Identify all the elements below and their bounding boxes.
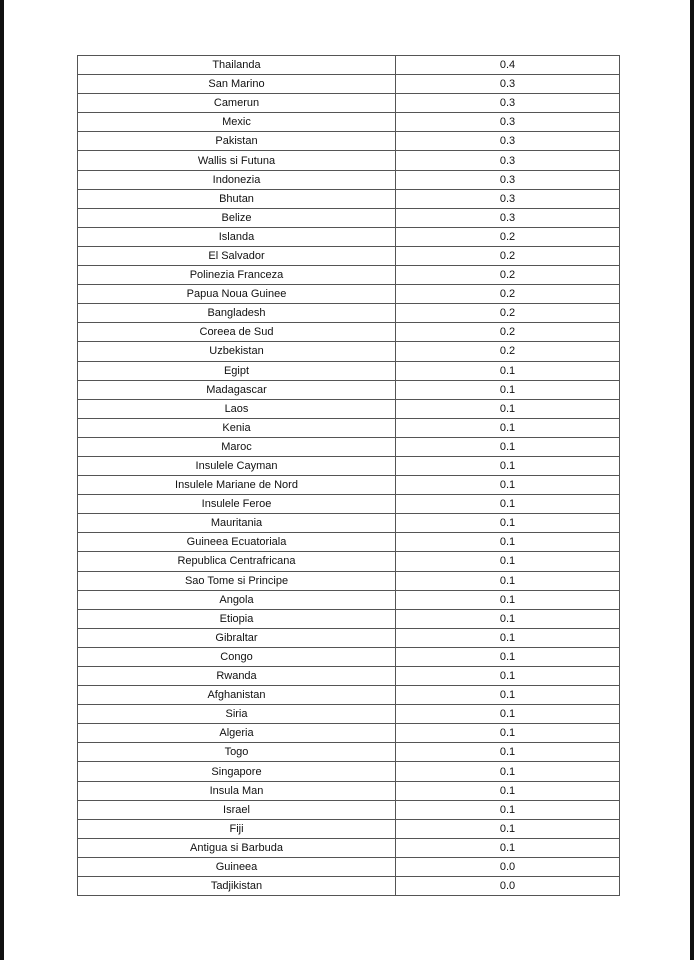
value-cell: 0.1 bbox=[396, 838, 620, 857]
table-row bbox=[78, 514, 620, 533]
table-row bbox=[78, 476, 620, 495]
country-cell: Angola bbox=[78, 590, 396, 609]
value-cell: 0.1 bbox=[396, 609, 620, 628]
country-cell: Rwanda bbox=[78, 667, 396, 686]
table-row bbox=[78, 838, 620, 857]
table-row bbox=[78, 94, 620, 113]
value-cell: 0.1 bbox=[396, 800, 620, 819]
country-cell: Polinezia Franceza bbox=[78, 266, 396, 285]
country-cell: Bhutan bbox=[78, 189, 396, 208]
value-cell: 0.2 bbox=[396, 304, 620, 323]
value-cell: 0.4 bbox=[396, 56, 620, 75]
table-row bbox=[78, 495, 620, 514]
value-cell: 0.1 bbox=[396, 781, 620, 800]
table-row bbox=[78, 361, 620, 380]
table-row bbox=[78, 857, 620, 876]
country-cell: Siria bbox=[78, 705, 396, 724]
value-cell: 0.1 bbox=[396, 762, 620, 781]
value-cell: 0.0 bbox=[396, 857, 620, 876]
country-cell: Mexic bbox=[78, 113, 396, 132]
table-row bbox=[78, 285, 620, 304]
value-cell: 0.3 bbox=[396, 208, 620, 227]
country-cell: Thailanda bbox=[78, 56, 396, 75]
country-cell: Republica Centrafricana bbox=[78, 552, 396, 571]
value-cell: 0.1 bbox=[396, 724, 620, 743]
value-cell: 0.3 bbox=[396, 75, 620, 94]
table-row bbox=[78, 323, 620, 342]
value-cell: 0.3 bbox=[396, 94, 620, 113]
table-row bbox=[78, 571, 620, 590]
country-cell: Guineea bbox=[78, 857, 396, 876]
table-row bbox=[78, 189, 620, 208]
value-cell: 0.1 bbox=[396, 380, 620, 399]
table-row bbox=[78, 75, 620, 94]
value-cell: 0.1 bbox=[396, 361, 620, 380]
table-row bbox=[78, 342, 620, 361]
table-row bbox=[78, 724, 620, 743]
country-values-table bbox=[77, 55, 620, 896]
country-cell: Antigua si Barbuda bbox=[78, 838, 396, 857]
value-cell: 0.2 bbox=[396, 323, 620, 342]
country-cell: Laos bbox=[78, 399, 396, 418]
value-cell: 0.1 bbox=[396, 552, 620, 571]
table-row bbox=[78, 132, 620, 151]
country-cell: Coreea de Sud bbox=[78, 323, 396, 342]
value-cell: 0.2 bbox=[396, 227, 620, 246]
table-row bbox=[78, 380, 620, 399]
value-cell: 0.3 bbox=[396, 113, 620, 132]
value-cell: 0.1 bbox=[396, 590, 620, 609]
table-row bbox=[78, 170, 620, 189]
country-cell: Insula Man bbox=[78, 781, 396, 800]
table-row bbox=[78, 113, 620, 132]
country-cell: Bangladesh bbox=[78, 304, 396, 323]
country-cell: Insulele Mariane de Nord bbox=[78, 476, 396, 495]
country-cell: Togo bbox=[78, 743, 396, 762]
value-cell: 0.3 bbox=[396, 132, 620, 151]
country-cell: Gibraltar bbox=[78, 628, 396, 647]
table-row bbox=[78, 437, 620, 456]
table-row bbox=[78, 667, 620, 686]
table-row bbox=[78, 552, 620, 571]
table-row bbox=[78, 800, 620, 819]
value-cell: 0.0 bbox=[396, 877, 620, 896]
table-row bbox=[78, 686, 620, 705]
value-cell: 0.1 bbox=[396, 667, 620, 686]
country-cell: Indonezia bbox=[78, 170, 396, 189]
value-cell: 0.1 bbox=[396, 571, 620, 590]
table-row bbox=[78, 609, 620, 628]
table-row bbox=[78, 399, 620, 418]
value-cell: 0.1 bbox=[396, 533, 620, 552]
table-row bbox=[78, 743, 620, 762]
table-row bbox=[78, 304, 620, 323]
country-cell: Sao Tome si Principe bbox=[78, 571, 396, 590]
table-row bbox=[78, 418, 620, 437]
country-cell: Fiji bbox=[78, 819, 396, 838]
table-row bbox=[78, 227, 620, 246]
value-cell: 0.3 bbox=[396, 151, 620, 170]
table-row bbox=[78, 705, 620, 724]
value-cell: 0.1 bbox=[396, 437, 620, 456]
table-row bbox=[78, 781, 620, 800]
value-cell: 0.3 bbox=[396, 170, 620, 189]
table-row bbox=[78, 56, 620, 75]
country-cell: Uzbekistan bbox=[78, 342, 396, 361]
country-cell: El Salvador bbox=[78, 246, 396, 265]
table-row bbox=[78, 151, 620, 170]
value-cell: 0.3 bbox=[396, 189, 620, 208]
value-cell: 0.1 bbox=[396, 647, 620, 666]
country-cell: Insulele Cayman bbox=[78, 456, 396, 475]
country-cell: Israel bbox=[78, 800, 396, 819]
table-row bbox=[78, 208, 620, 227]
table-row bbox=[78, 456, 620, 475]
table-row bbox=[78, 590, 620, 609]
table-row bbox=[78, 762, 620, 781]
country-cell: Islanda bbox=[78, 227, 396, 246]
country-cell: Singapore bbox=[78, 762, 396, 781]
value-cell: 0.1 bbox=[396, 514, 620, 533]
value-cell: 0.2 bbox=[396, 246, 620, 265]
value-cell: 0.1 bbox=[396, 705, 620, 724]
country-cell: Congo bbox=[78, 647, 396, 666]
country-cell: Insulele Feroe bbox=[78, 495, 396, 514]
value-cell: 0.1 bbox=[396, 418, 620, 437]
table-row bbox=[78, 628, 620, 647]
table-row bbox=[78, 877, 620, 896]
country-cell: Algeria bbox=[78, 724, 396, 743]
country-cell: Papua Noua Guinee bbox=[78, 285, 396, 304]
right-edge bbox=[690, 0, 694, 960]
country-cell: Belize bbox=[78, 208, 396, 227]
value-cell: 0.1 bbox=[396, 743, 620, 762]
value-cell: 0.1 bbox=[396, 819, 620, 838]
value-cell: 0.1 bbox=[396, 476, 620, 495]
country-cell: Madagascar bbox=[78, 380, 396, 399]
country-cell: Guineea Ecuatoriala bbox=[78, 533, 396, 552]
country-cell: Kenia bbox=[78, 418, 396, 437]
country-cell: Tadjikistan bbox=[78, 877, 396, 896]
country-cell: Pakistan bbox=[78, 132, 396, 151]
country-cell: Etiopia bbox=[78, 609, 396, 628]
country-cell: Maroc bbox=[78, 437, 396, 456]
table-row bbox=[78, 647, 620, 666]
country-cell: Mauritania bbox=[78, 514, 396, 533]
table-row bbox=[78, 246, 620, 265]
value-cell: 0.1 bbox=[396, 686, 620, 705]
table-row bbox=[78, 533, 620, 552]
table-row bbox=[78, 819, 620, 838]
country-cell: Egipt bbox=[78, 361, 396, 380]
value-cell: 0.2 bbox=[396, 342, 620, 361]
table-row bbox=[78, 266, 620, 285]
value-cell: 0.1 bbox=[396, 628, 620, 647]
country-cell: Afghanistan bbox=[78, 686, 396, 705]
country-cell: Camerun bbox=[78, 94, 396, 113]
country-cell: San Marino bbox=[78, 75, 396, 94]
left-edge bbox=[0, 0, 4, 960]
value-cell: 0.1 bbox=[396, 495, 620, 514]
value-cell: 0.1 bbox=[396, 399, 620, 418]
value-cell: 0.2 bbox=[396, 266, 620, 285]
value-cell: 0.2 bbox=[396, 285, 620, 304]
country-cell: Wallis si Futuna bbox=[78, 151, 396, 170]
value-cell: 0.1 bbox=[396, 456, 620, 475]
